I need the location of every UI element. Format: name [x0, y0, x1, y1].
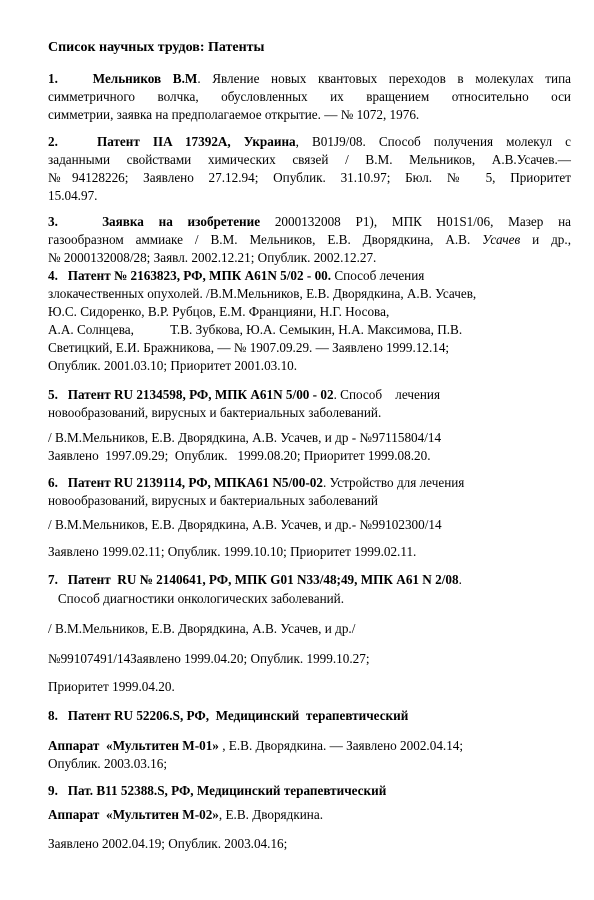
entry-4-line-2: злокачественных опухолей. /В.М.Мельников, Е.В. Дворядкина, А.В. Усачев, — [48, 286, 477, 301]
entry-title: Патент RU № 2140641, РФ, МПК G01 N33/48;49, МПК А61 N 2/08 — [67, 572, 459, 587]
entry-number: 9. — [48, 783, 58, 798]
entry-7-line-1 — [48, 571, 462, 588]
entry-2-line-4: 15.04.97. — [48, 188, 98, 203]
entry-1-line-1 — [48, 70, 571, 87]
entry-1-line-3: симметрии, заявка на предполагаемое открытие. — № 1072, 1976. — [48, 107, 420, 122]
entry-5-line-4: Заявлено 1997.09.29; Опублик. 1999.08.20; Приоритет 1999.08.20. — [48, 448, 431, 463]
entry-4-line-3: Ю.С. Сидоренко, В.Р. Рубцов, Е.М. Францияни, Н.Г. Носова, — [48, 304, 390, 319]
entry-number: 8. — [48, 708, 58, 723]
entry-8-line-2 — [48, 737, 463, 754]
entry-4-line-1 — [48, 267, 424, 284]
document-heading: Список научных трудов: Патенты — [48, 40, 265, 55]
entry-8-line-1 — [48, 707, 408, 724]
entry-title: Мельников В.М — [92, 71, 198, 86]
entry-text: . Явление новых квантовых переходов в молекулах типа — [197, 71, 571, 86]
entry-7-line-2: Способ диагностики онкологических заболеваний. — [48, 591, 345, 606]
entry-6-line-3: / В.М.Мельников, Е.В. Дворядкина, А.В. Усачев, и др.- №99102300/14 — [48, 517, 442, 532]
entry-5-line-1 — [48, 386, 440, 403]
entry-author-italic: Усачев — [482, 232, 521, 247]
entry-text: , Е.В. Дворядкина. — [218, 807, 324, 822]
entry-5-line-2: новообразований, вирусных и бактериальных заболеваний. — [48, 405, 382, 420]
entry-4-line-6: Опублик. 2001.03.10; Приоритет 2001.03.10. — [48, 358, 298, 373]
entry-text: 2000132008 Р1), МПК H01S1/06, Мазер на — [260, 214, 571, 229]
entry-number: 1. — [48, 71, 58, 86]
entry-6-line-4: Заявлено 1999.02.11; Опублик. 1999.10.10; Приоритет 1999.02.11. — [48, 544, 417, 559]
entry-title: Патент № 2163823, РФ, МПК А61N 5/02 - 00. — [67, 268, 332, 283]
entry-title: Заявка на изобретение — [102, 214, 261, 229]
entry-7-line-5: Приоритет 1999.04.20. — [48, 679, 175, 694]
entry-3-line-2 — [48, 231, 571, 248]
entry-6-line-1 — [48, 474, 464, 491]
entry-5-line-3: / В.М.Мельников, Е.В. Дворядкина, А.В. Усачев, и др - №97115804/14 — [48, 430, 442, 445]
entry-number: 6. — [48, 475, 58, 490]
entry-1-line-2: симметричного волчка, обусловленных их вращением относительно оси — [48, 89, 571, 104]
entry-text: , Е.В. Дворядкина. — Заявлено 2002.04.14; — [218, 738, 464, 753]
entry-8-line-3: Опублик. 2003.03.16; — [48, 756, 168, 771]
entry-text: газообразном аммиаке / В.М. Мельников, Е.В. Дворядкина, А.В. — [48, 232, 483, 247]
entry-title: Патент IIA 17392A, Украина — [96, 134, 296, 149]
entry-text: Способ лечения — [331, 268, 425, 283]
entry-device-name: Аппарат «Мультитен М-01» — [48, 738, 219, 753]
entry-9-line-2 — [48, 806, 323, 823]
entry-4-line-4: А.А. Солнцева, Т.В. Зубкова, Ю.А. Семыкин, Н.А. Максимова, П.В. — [48, 322, 463, 337]
entry-2-line-2: заданными свойствами химических связей / В.М. Мельников, А.В.Усачев.— — [48, 152, 571, 167]
entry-text: . Устройство для лечения — [322, 475, 465, 490]
entry-6-line-2: новообразований, вирусных и бактериальных заболеваний — [48, 493, 378, 508]
entry-title: Патент RU 52206.S, РФ, Медицинский терапевтический — [67, 708, 409, 723]
entry-text: , B01J9/08. Способ получения молекул с — [295, 134, 571, 149]
entry-2-line-1 — [48, 133, 571, 150]
entry-7-line-3: / В.М.Мельников, Е.В. Дворядкина, А.В. Усачев, и др./ — [48, 621, 356, 636]
entry-9-line-1 — [48, 782, 386, 799]
entry-text: . Способ лечения — [333, 387, 441, 402]
entry-title: Патент RU 2139114, РФ, МПКА61 N5/00-02 — [67, 475, 323, 490]
entry-number: 3. — [48, 214, 58, 229]
entry-title: Пат. В11 52388.S, РФ, Медицинский терапевтический — [67, 783, 387, 798]
entry-number: 5. — [48, 387, 58, 402]
entry-text-tail: и др., — [520, 232, 571, 247]
entry-number: 2. — [48, 134, 58, 149]
entry-number: 7. — [48, 572, 58, 587]
entry-text: . — [458, 572, 462, 587]
entry-7-line-4: №99107491/14Заявлено 1999.04.20; Опублик. 1999.10.27; — [48, 651, 370, 666]
entry-2-line-3: №94128226; Заявлено 27.12.94; Опублик. 31.10.97; Бюл. № 5, Приоритет — [48, 170, 571, 185]
entry-9-line-3: Заявлено 2002.04.19; Опублик. 2003.04.16; — [48, 836, 288, 851]
entry-3-line-1 — [48, 213, 571, 230]
entry-title: Патент RU 2134598, РФ, МПК А61N 5/00 - 02 — [67, 387, 334, 402]
entry-3-line-3: № 2000132008/28; Заявл. 2002.12.21; Опублик. 2002.12.27. — [48, 250, 377, 265]
entry-number: 4. — [48, 268, 58, 283]
entry-device-name: Аппарат «Мультитен М-02» — [48, 807, 219, 822]
entry-4-line-5: Светицкий, Е.И. Бражникова, — № 1907.09.29. — Заявлено 1999.12.14; — [48, 340, 450, 355]
